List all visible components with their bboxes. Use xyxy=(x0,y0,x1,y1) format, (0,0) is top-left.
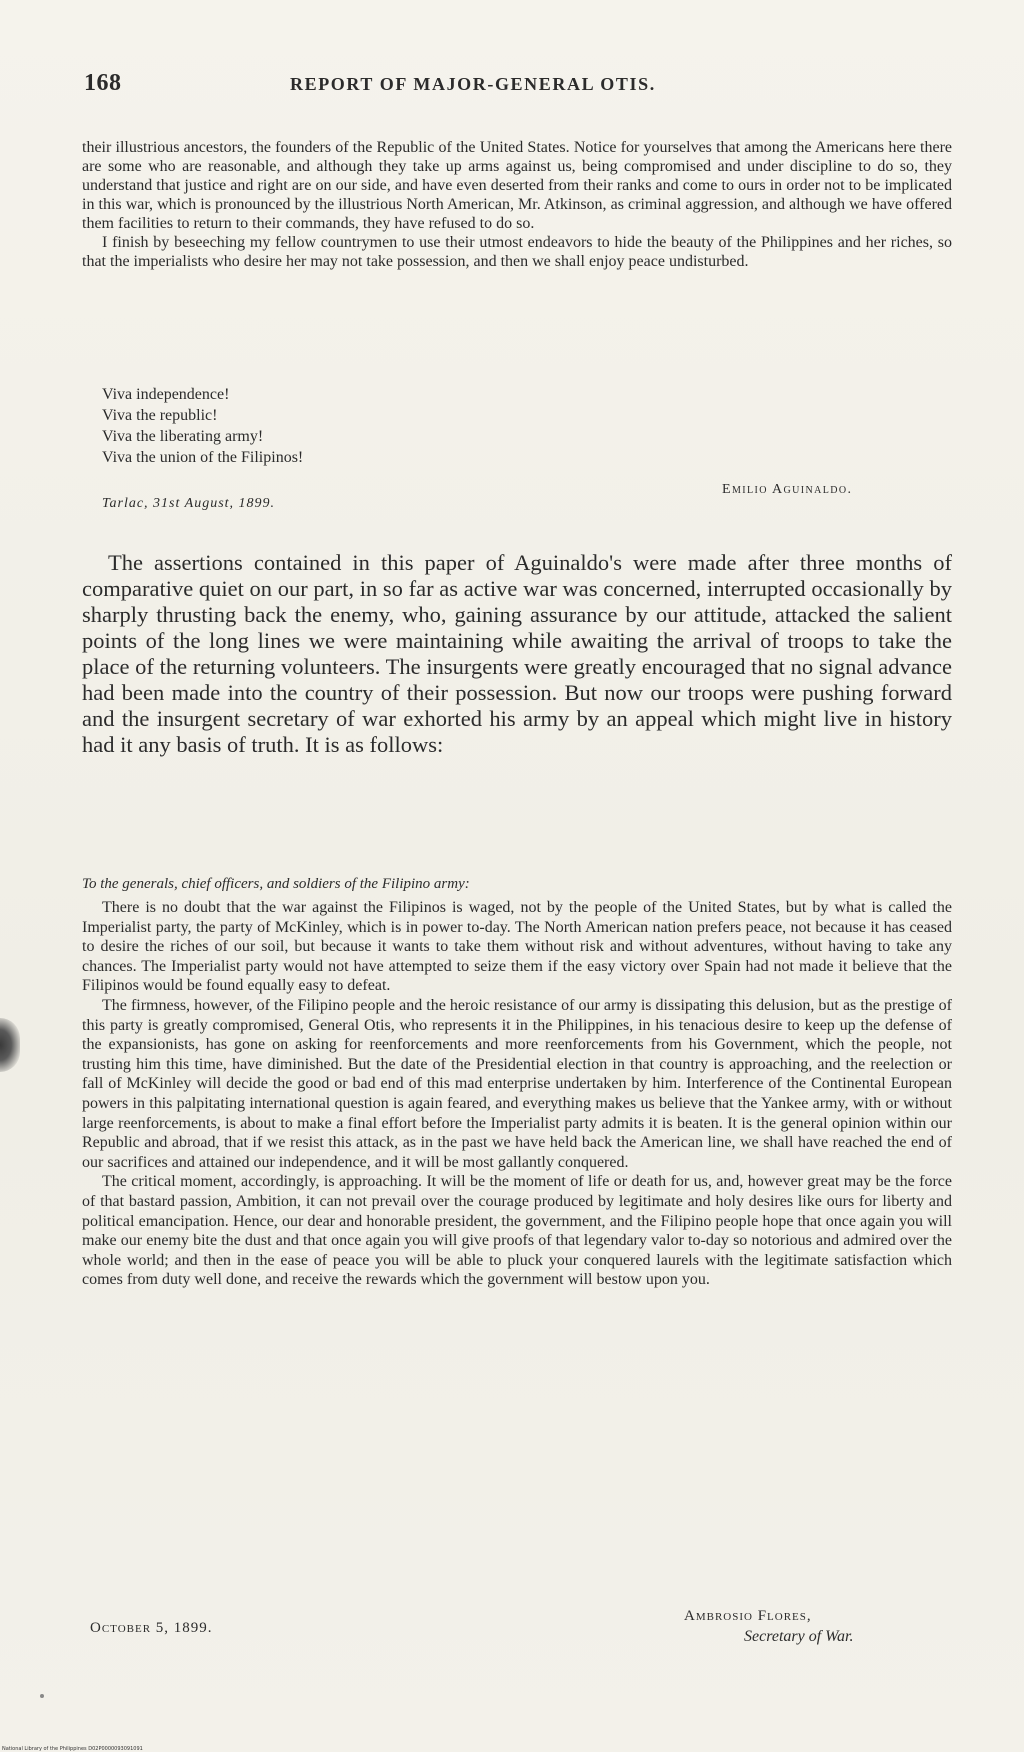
proclamation-salutation: To the generals, chief officers, and soldiers of the Filipino army: xyxy=(82,876,470,892)
scan-footer-label: National Library of the Philippines D02P0000093091091 xyxy=(2,1746,143,1752)
viva-line: Viva the union of the Filipinos! xyxy=(102,449,304,466)
viva-line: Viva the liberating army! xyxy=(102,428,264,445)
proclamation-date: October 5, 1899. xyxy=(90,1620,213,1636)
proclamation-paragraph-1: There is no doubt that the war against the Filipinos is waged, not by the people of the United States, but by what is called the Imperialist party, the party of McKinley, which is in power to-day. The North American nation prefers peace, not because it has ceased to desire the riches of our soil, but because it wants to take them without risk and without adventures, without having to take any chances. The Imperialist party would not have attempted to seize them if the easy victory over Spain had not made it believe that the Filipinos would be found equally easy to defeat. xyxy=(82,899,952,995)
proclamation-paragraph-3: The critical moment, accordingly, is approaching. It will be the moment of life or death for us, and, however great may be the force of that bastard passion, Ambition, it can not prevail over the courage produced by legitimate and holy desires like ours for liberty and political emancipation. Hence, our dear and honorable president, the government, and the Filipino people hope that once again you will make our enemy bite the dust and that once again you will give proofs of that legendary valor to-day so notorious and admired over the whole world; and then in the ease of peace you will be able to pluck your conquered laurels with the legitimate satisfaction which comes from duty well done, and receive the rewards which the government will bestow upon you. xyxy=(82,1173,952,1289)
page-edge-shadow xyxy=(0,1018,20,1072)
aguinaldo-letter-continuation xyxy=(82,138,952,271)
proclamation-body xyxy=(82,898,952,1290)
viva-line: Viva the republic! xyxy=(102,407,218,424)
letter-paragraph-2: I finish by beseeching my fellow countrymen to use their utmost endeavors to hide the beauty of the Philippines and her riches, so that the imperialists who desire her may not take possession, and then we shall enjoy peace undisturbed. xyxy=(82,234,952,270)
speck-mark xyxy=(40,1694,44,1698)
letter-place-date: Tarlac, 31st August, 1899. xyxy=(102,496,276,511)
letter-paragraph-1: their illustrious ancestors, the founders of the Republic of the United States. Notice for yourselves that among the Americans here there are some who are reasonable, and although they take up arms against us, being compromised and under discipline to do so, they understand that justice and right are on our side, and have even deserted from their ranks and come to ours in order not to be implicated in this war, which is pronounced by the illustrious North American, Mr. Atkinson, as criminal aggression, and although we have offered them facilities to return to their commands, they have refused to do so. xyxy=(82,139,952,232)
running-head: REPORT OF MAJOR-GENERAL OTIS. xyxy=(290,74,656,94)
flores-signature-title: Secretary of War. xyxy=(744,1628,854,1645)
report-paragraph: The assertions contained in this paper of Aguinaldo's were made after three months of comparative quiet on our part, in so far as active war was concerned, interrupted occasionally by sharply thrusting back the enemy, who, gaining assurance by our attitude, attacked the salient points of the long lines we were maintaining while awaiting the arrival of troops to take the place of the returning volunteers. The insurgents were greatly encouraged that no signal advance had been made into the country of their possession. But now our troops were pushing forward and the insurgent secretary of war exhorted his army by an appeal which might live in history had it any basis of truth. It is as follows: xyxy=(82,550,952,757)
flores-signature-name: Ambrosio Flores, xyxy=(684,1608,812,1624)
aguinaldo-signature: Emilio Aguinaldo. xyxy=(722,482,853,497)
page-number: 168 xyxy=(84,70,122,96)
report-commentary xyxy=(82,550,952,758)
page-header xyxy=(84,70,940,110)
proclamation-paragraph-2: The firmness, however, of the Filipino people and the heroic resistance of our army is dissipating this delusion, but as the prestige of this party is greatly compromised, General Otis, who represents it in the Philippines, in his tenacious desire to keep up the defense of the expansionists, has gone on asking for reenforcements and more reenforcements from his Government, which the people, not trusting him this time, have diminished. But the date of the Presidential election in that country is approaching, and the reelection or fall of McKinley will decide the good or bad end of this mad enterprise undertaken by him. Interference of the Continental European powers in this palpitating international question is again feared, and everything makes us believe that the Yankee army, with or without large reenforcements, is about to make a final effort before the Imperialist party admits it is beaten. It is the general opinion within our Republic and abroad, that if we resist this attack, as in the past we have held back the American line, we shall have reached the end of our sacrifices and attained our independence, and it will be most gallantly conquered. xyxy=(82,996,952,1171)
viva-line: Viva independence! xyxy=(102,386,230,403)
viva-list xyxy=(102,384,303,468)
